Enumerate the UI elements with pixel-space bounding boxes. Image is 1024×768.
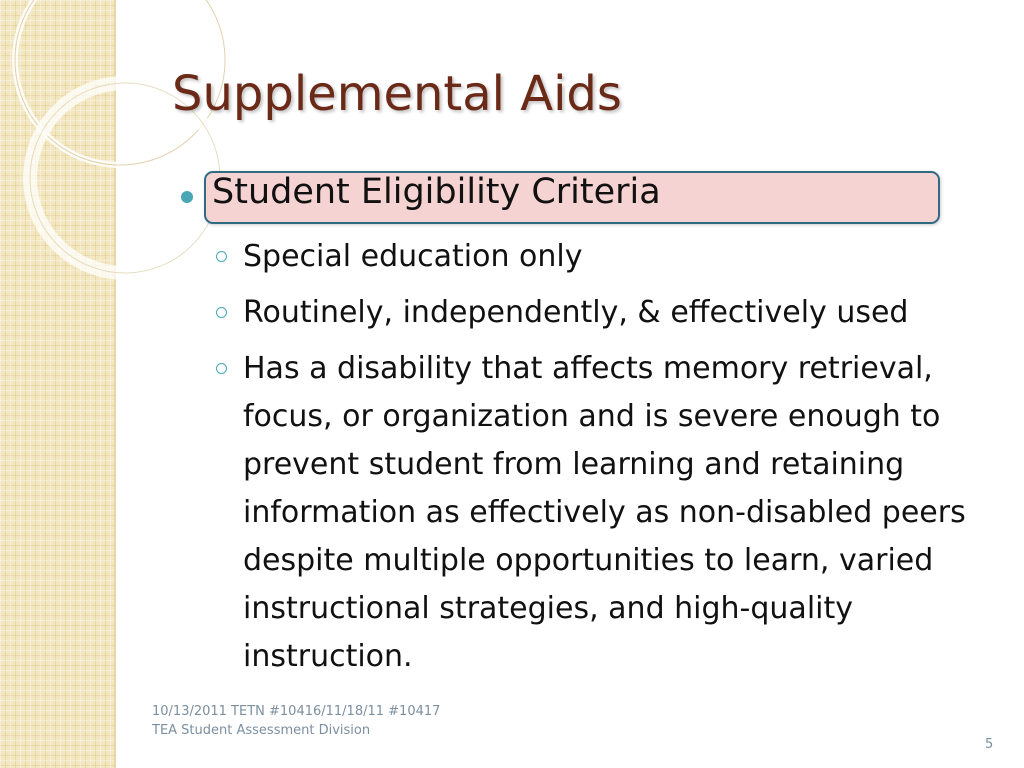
bullet-dot-icon (181, 191, 193, 203)
page-number: 5 (985, 737, 994, 752)
decorative-rings (0, 0, 200, 260)
sub-bullet-3: Has a disability that affects memory retrieval, focus, or organization and is severe enough to prevent student from learning and retaining information as effectively as non-disabled peers despite multiple opportunities to learn, varied instructional strategies, and high-quality instruction. (243, 351, 966, 674)
sub-bullet-ring-icon (216, 363, 227, 374)
footer (152, 702, 440, 740)
sub-bullet-ring-icon (216, 307, 227, 318)
sub-bullet-2: Routinely, independently, & effectively used (243, 295, 909, 330)
slide-title: Supplemental Aids (172, 66, 622, 122)
footer-division-line: TEA Student Assessment Division (152, 723, 371, 738)
main-bullet-text: Student Eligibility Criteria (212, 172, 661, 212)
sub-bullet-ring-icon (216, 251, 227, 262)
footer-date-line: 10/13/2011 TETN #10416/11/18/11 #10417 (152, 704, 441, 719)
sub-bullet-1: Special education only (243, 239, 583, 274)
